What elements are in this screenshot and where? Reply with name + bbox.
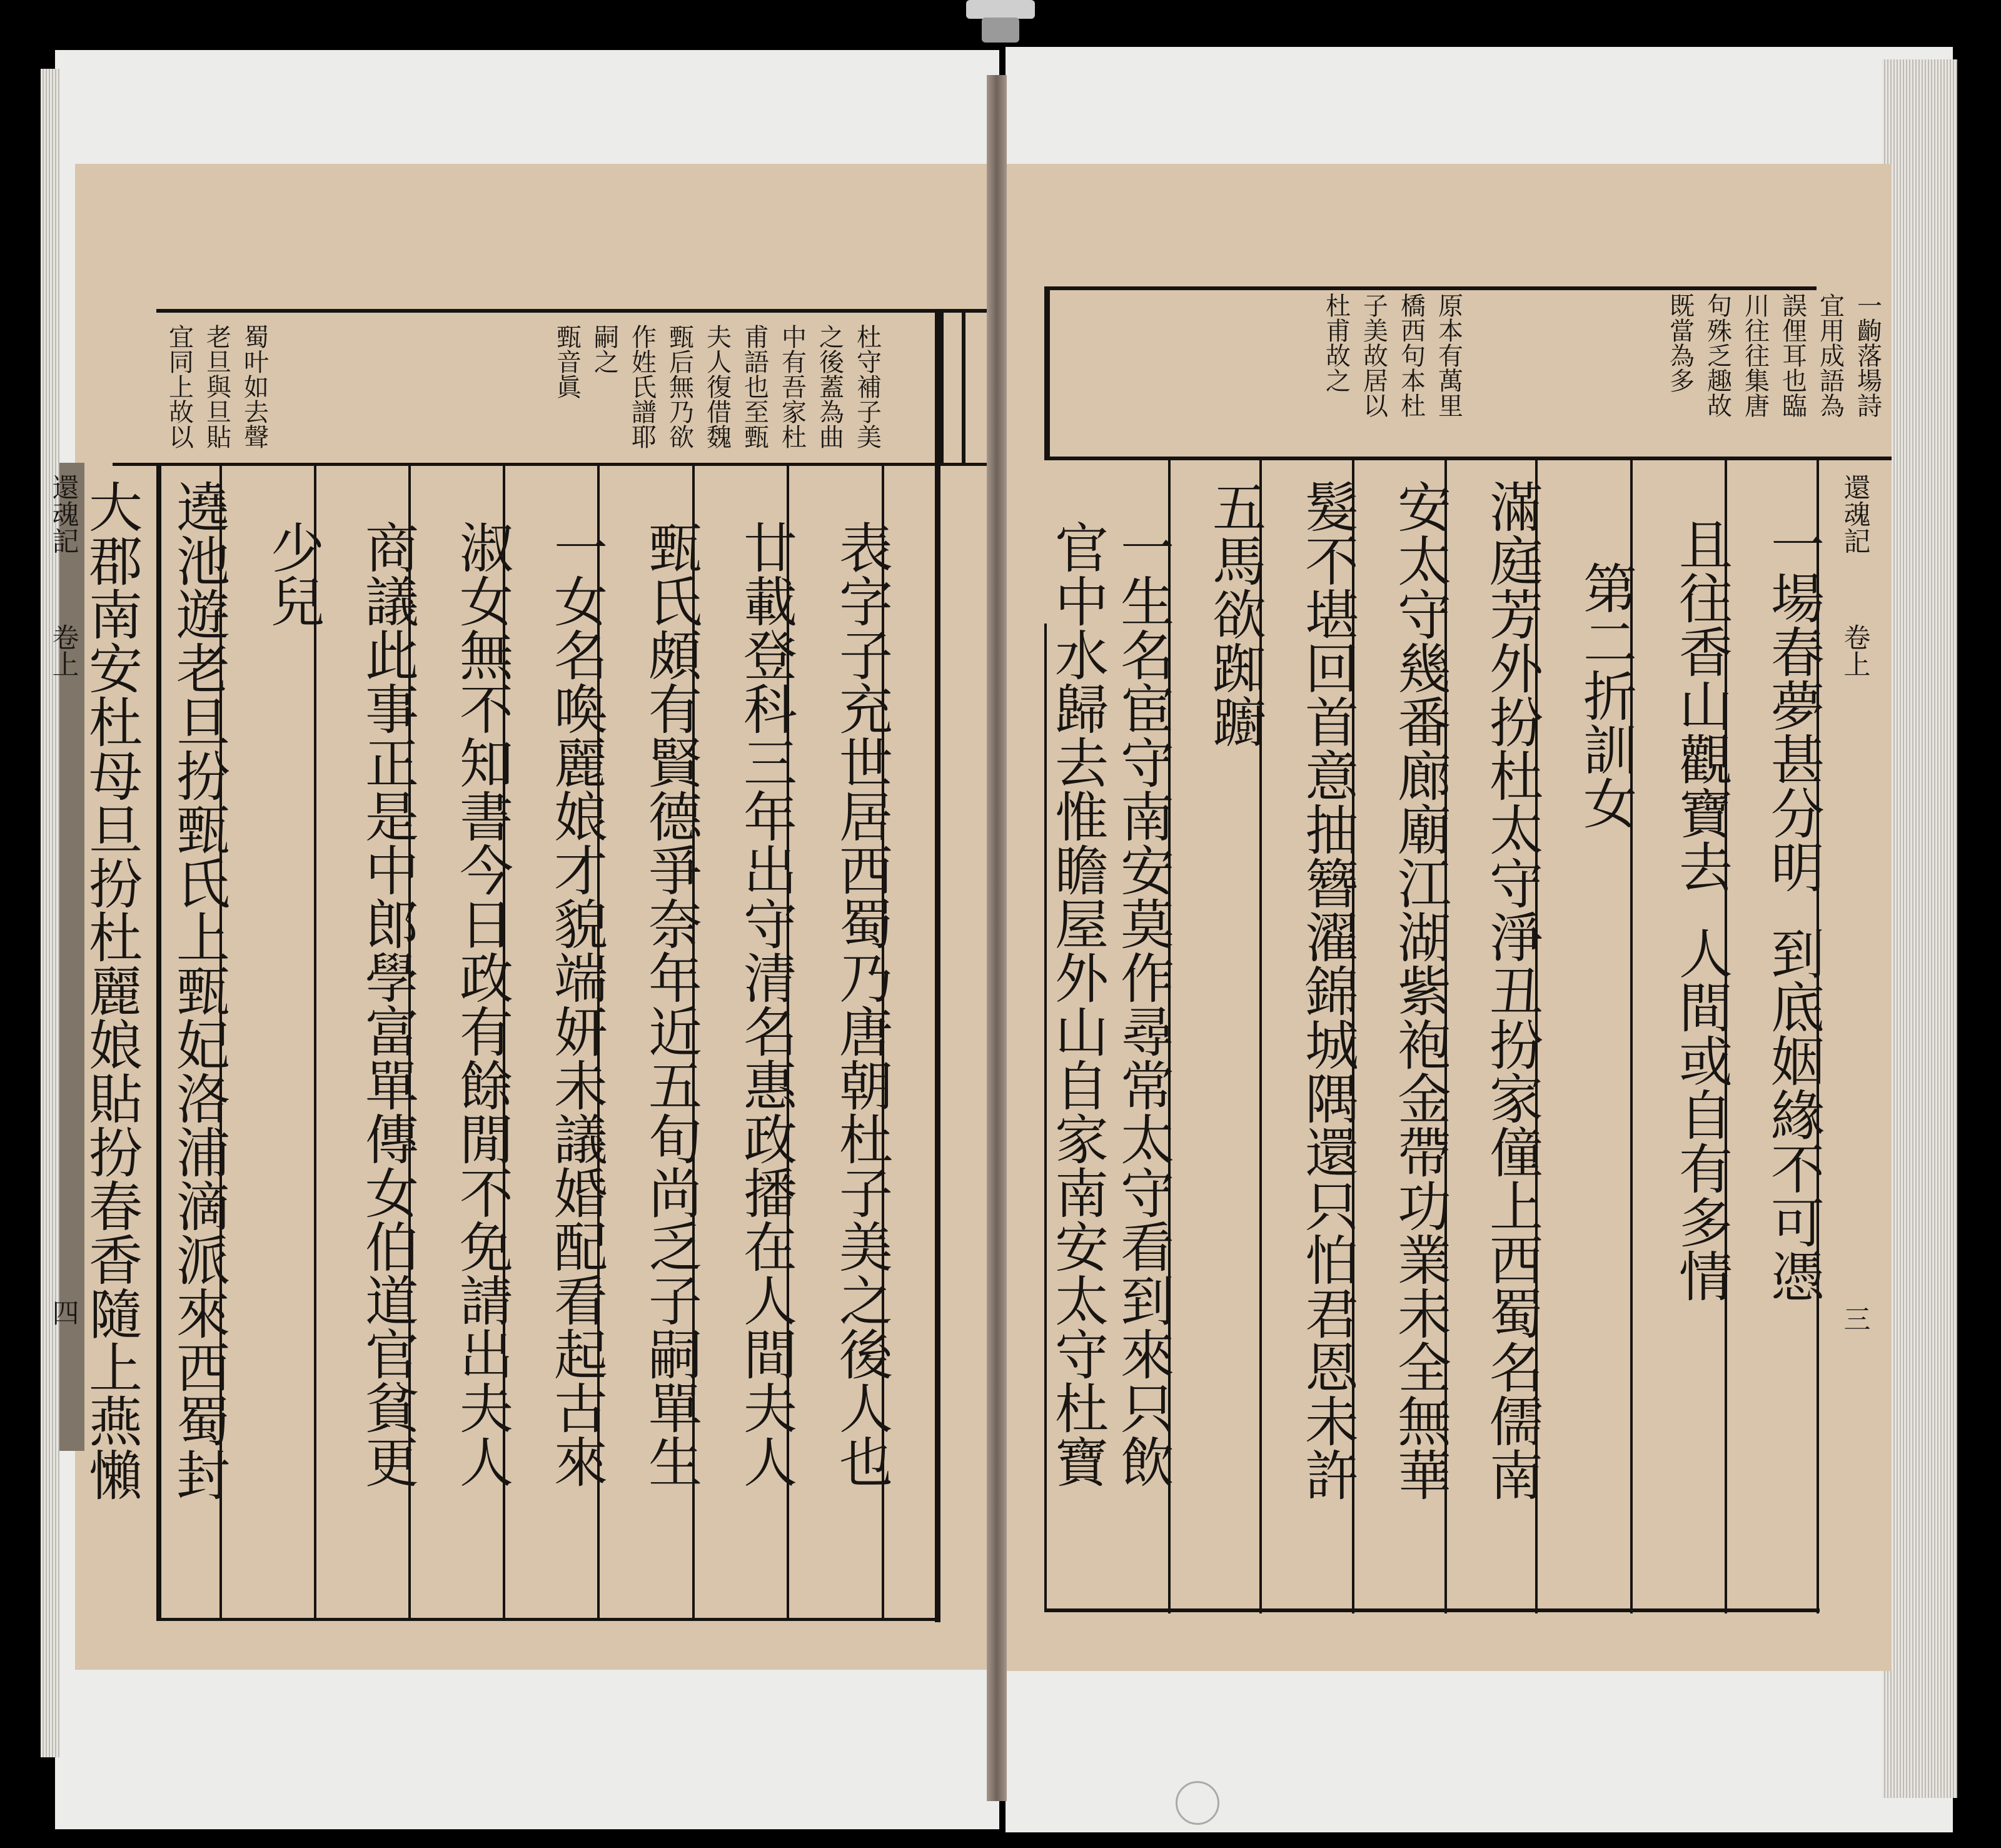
right-note-7: 原 本 有 萬 里 (1438, 292, 1463, 421)
right-note-5: 句 殊 乏 趣 故 (1707, 292, 1732, 421)
left-note-11: 老 旦 與 旦 貼 (206, 323, 231, 452)
left-running-head: 還 魂 記 (52, 473, 79, 558)
right-page-stack (1882, 59, 1957, 1798)
left-note-2: 之 後 蓋 為 曲 (819, 323, 844, 452)
left-page-stack (41, 69, 59, 1757)
left-note-12: 宜 同 上 故 以 (169, 323, 194, 452)
left-chapter-mark: 卷 上 (52, 623, 79, 681)
left-col-6: 商 議 此 事 正 是 中 郎 學 富 單 傳 女 伯 道 官 貧 更 (365, 518, 419, 1495)
left-col-5: 淑 女 無 不 知 書 今 日 政 有 餘 閒 不 免 請 出 夫 人 (460, 518, 513, 1495)
binding-thread-knot (982, 18, 1019, 43)
right-col-4: 滿 庭 芳 外 扮 杜 太 守 淨 丑 扮 家 僮 上 西 蜀 名 儒 南 (1489, 477, 1543, 1508)
left-col-3: 甄 氏 頗 有 賢 德 爭 奈 年 近 五 旬 尚 乏 子 嗣 單 生 (648, 518, 702, 1495)
right-col-3-act-title: 第 二 折 訓 女 (1583, 558, 1637, 836)
right-note-6: 既 當 為 多 (1670, 292, 1695, 396)
library-seal (1176, 1781, 1219, 1825)
right-note-10: 杜 甫 故 之 (1326, 292, 1351, 396)
left-folio: 四 (52, 1298, 79, 1330)
right-col-8: 一 生 名 宦 守 南 安 莫 作 尋 常 太 守 看 到 來 只 飲 (1121, 518, 1174, 1495)
left-note-10: 蜀 叶 如 去 聲 (244, 323, 269, 452)
right-note-8: 橋 西 句 本 杜 (1401, 292, 1426, 421)
right-note-3: 誤 俚 耳 也 臨 (1782, 292, 1807, 421)
right-col-9: 官 中 水 歸 去 惟 瞻 屋 外 山 自 家 南 安 太 守 杜 寶 (1055, 518, 1109, 1495)
left-note-3: 中 有 吾 家 杜 (782, 323, 807, 452)
left-note-7: 作 姓 氏 譜 耶 (632, 323, 657, 452)
right-chapter-mark: 卷 上 (1843, 623, 1871, 681)
left-col-2: 廿 載 登 科 三 年 出 守 清 名 惠 政 播 在 人 間 夫 人 (743, 518, 797, 1495)
spine-fold (987, 75, 1007, 1801)
right-col-2: 且 往 香 山 觀 寶 去 人 間 或 自 有 多 情 (1679, 515, 1733, 1309)
right-col-6: 髮 不 堪 回 首 意 抽 簪 濯 錦 城 隅 還 只 怕 君 恩 未 許 (1305, 477, 1359, 1508)
left-note-9: 甄 音 眞 (557, 323, 582, 402)
left-note-4: 甫 語 也 至 甄 (744, 323, 769, 452)
right-note-4: 川 往 往 集 唐 (1745, 292, 1770, 421)
right-note-2: 宜 用 成 語 為 (1820, 292, 1845, 421)
left-note-8: 嗣 之 (594, 323, 619, 377)
left-col-7: 少 兒 (271, 518, 325, 634)
left-col-9: 大 郡 南 安 杜 母 旦 扮 杜 麗 娘 貼 扮 春 香 隨 上 燕 懶 (89, 477, 143, 1508)
left-note-1: 杜 守 補 子 美 (857, 323, 882, 452)
right-col-5: 安 太 守 幾 番 廊 廟 江 湖 紫 袍 金 帶 功 業 未 全 無 華 (1398, 477, 1451, 1508)
right-note-9: 子 美 故 居 以 (1363, 292, 1388, 421)
binding-thread (966, 0, 1035, 19)
left-note-6: 甄 后 無 乃 欲 (669, 323, 694, 452)
left-col-1: 表 字 子 充 世 居 西 蜀 乃 唐 朝 杜 子 美 之 後 人 也 (839, 518, 893, 1495)
right-note-1: 一 齣 落 場 詩 (1857, 292, 1882, 421)
right-folio: 三 (1843, 1305, 1871, 1336)
right-col-7: 五 馬 欲 踟 躕 (1212, 477, 1266, 755)
right-col-1: 一 場 春 夢 甚 分 明 到 底 姻 緣 不 可 憑 (1771, 515, 1825, 1309)
left-col-4: 一 女 名 喚 麗 娘 才 貌 端 妍 未 議 婚 配 看 起 古 來 (554, 518, 608, 1495)
left-note-5: 夫 人 復 借 魏 (707, 323, 732, 452)
right-running-head: 還 魂 記 (1843, 473, 1871, 558)
left-col-8: 遶 池 遊 老 旦 扮 甄 氏 上 甄 妃 洛 浦 滴 派 來 西 蜀 封 (176, 477, 230, 1508)
